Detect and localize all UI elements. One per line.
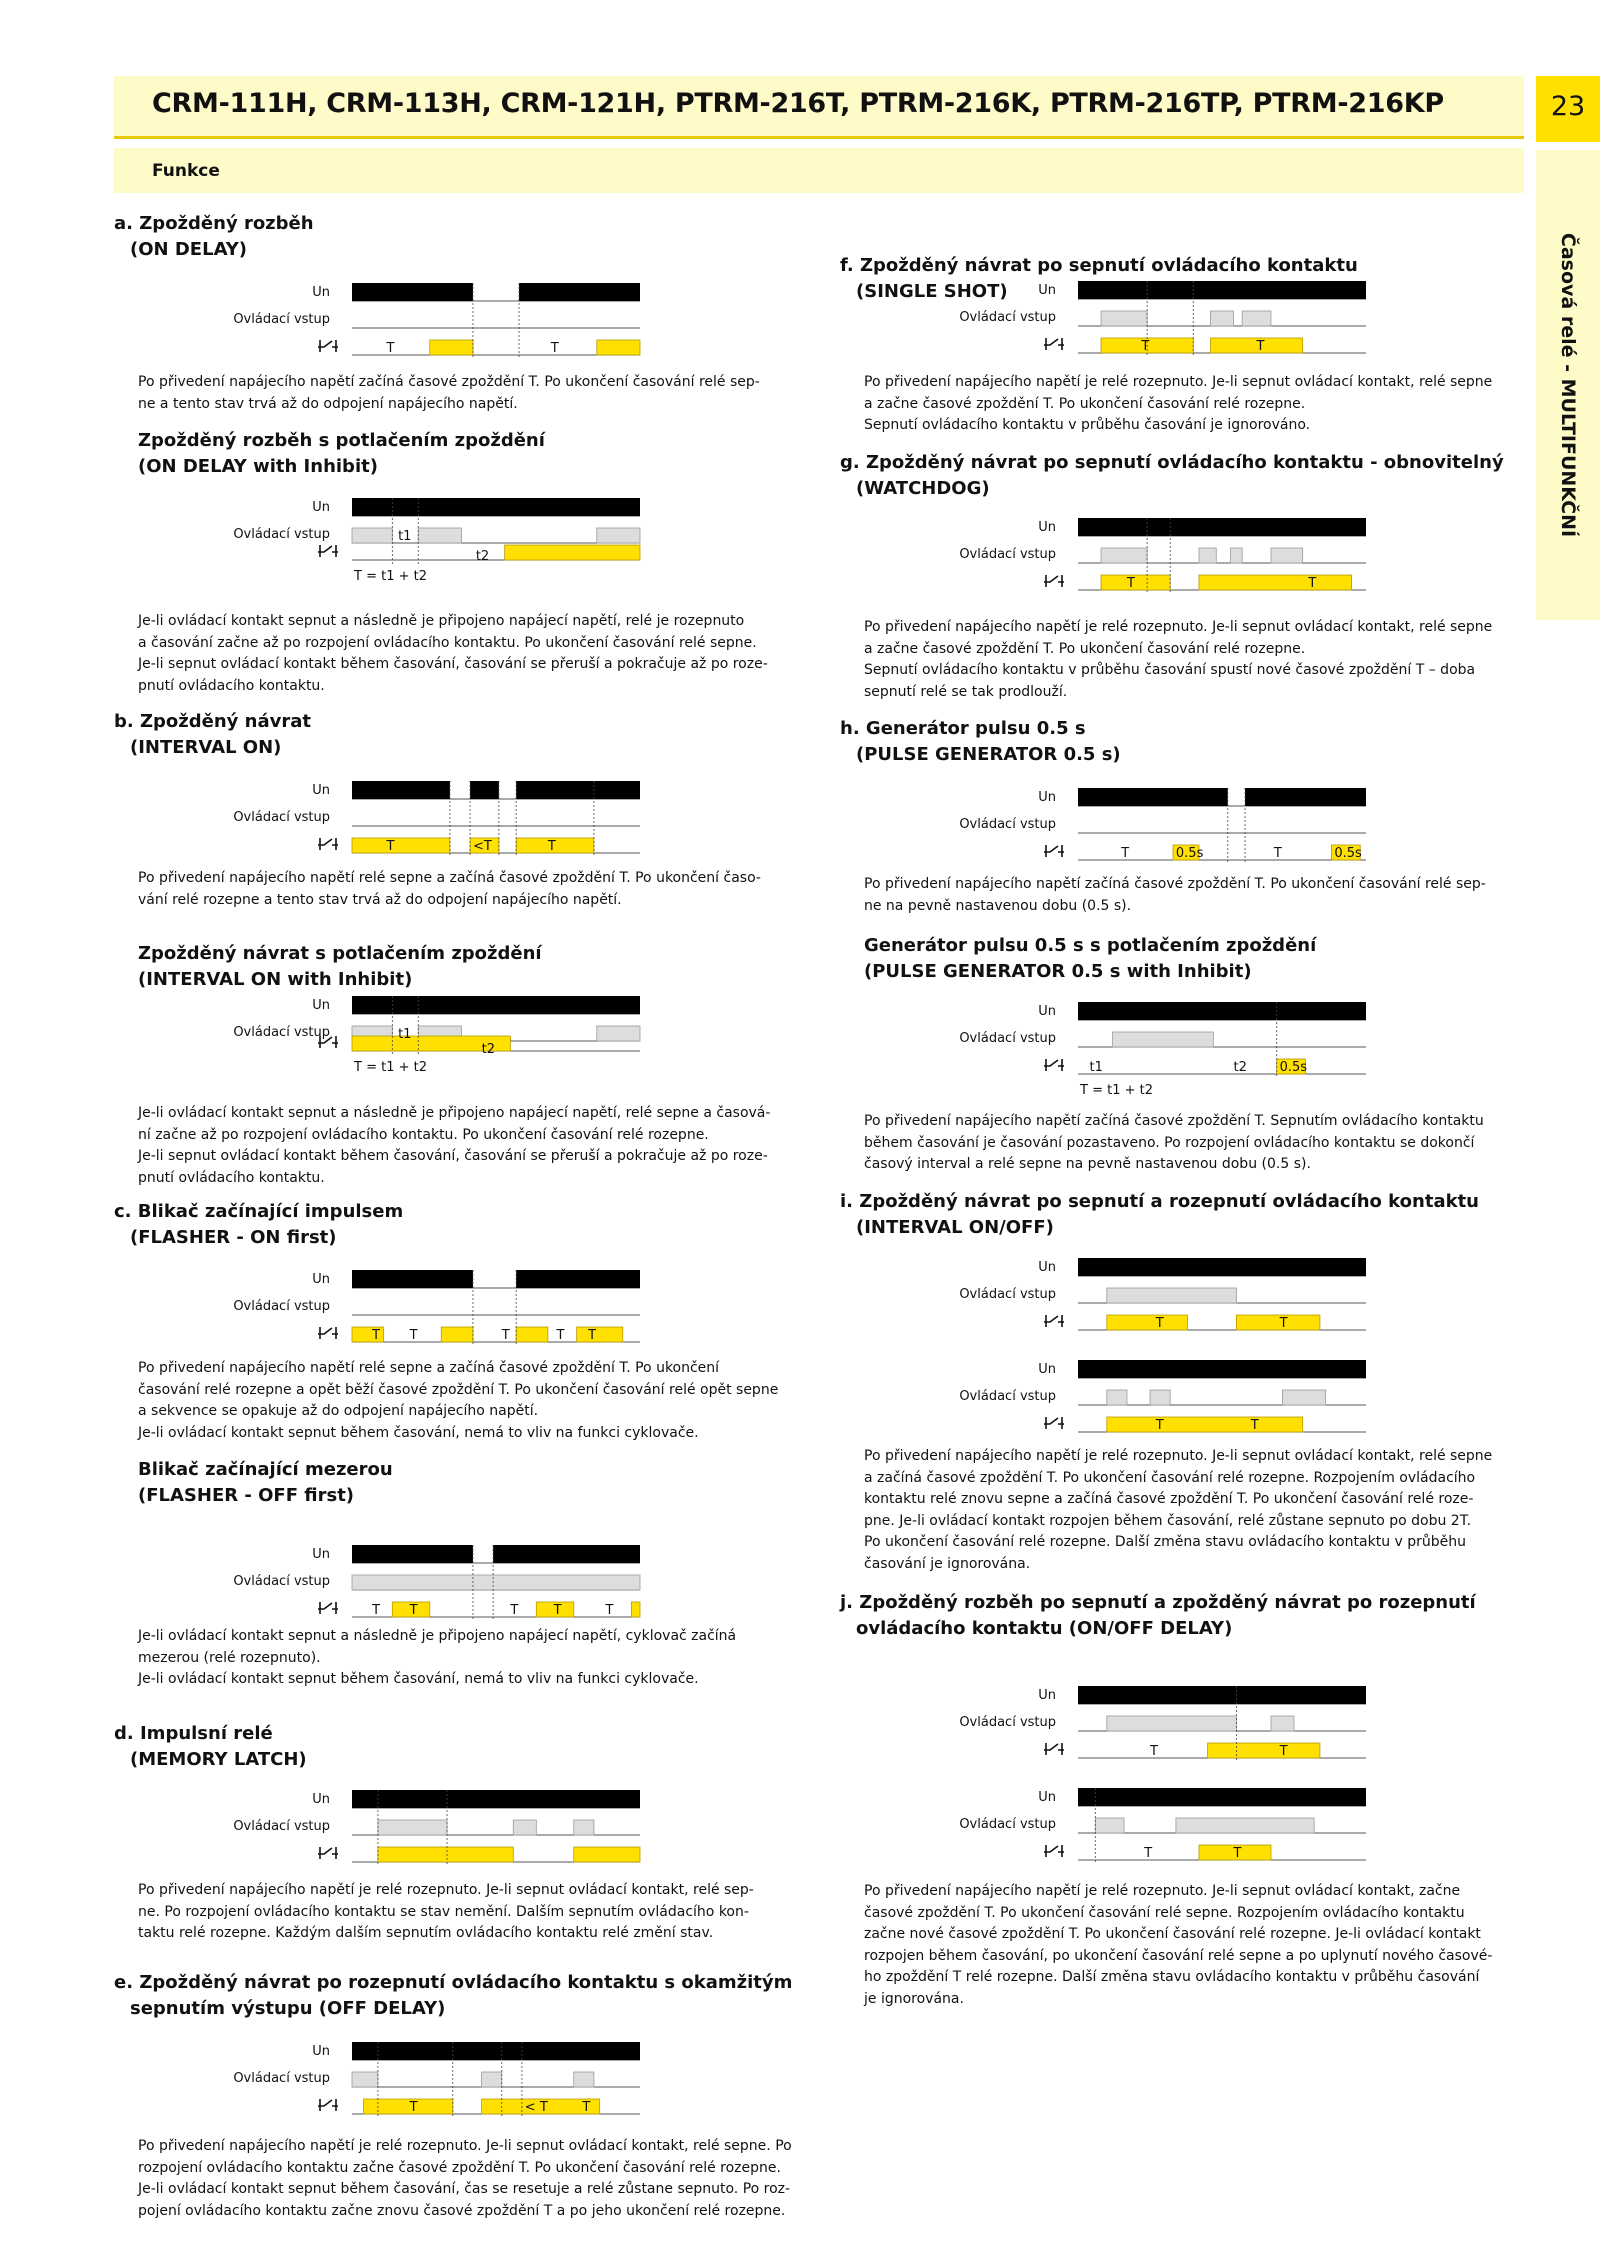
text-b: Po přivedení napájecího napětí relé sepne a začíná časové zpoždění T. Po ukončení časo- vání relé rozepne a tento stav trvá až do odpojení napájecího napětí.	[138, 870, 761, 908]
relay-contact-icon	[318, 340, 338, 352]
input-pulse	[1107, 1390, 1127, 1405]
label-un: Un	[312, 500, 330, 515]
text-c2: Je-li ovládací kontakt sepnut a následně je připojeno napájecí napětí, cyklovač začíná mezerou (relé rozepnuto). Je-li ovládací kontakt sepnut během časování, nemá to vliv na funkci cyklovače.	[138, 1628, 737, 1687]
timing-diagram-i2	[876, 1352, 1376, 1432]
relay-contact-icon	[1044, 1743, 1064, 1755]
time-label: 0.5s	[1334, 846, 1362, 861]
label-input: Ovládací vstup	[233, 1574, 330, 1589]
label-un: Un	[1038, 1260, 1056, 1275]
timing-diagram-b2	[150, 988, 650, 1088]
subheading-b: (INTERVAL ON)	[130, 737, 282, 758]
relay-contact-icon	[318, 838, 338, 850]
input-pulse	[1231, 548, 1243, 563]
timing-diagram-a2	[150, 490, 650, 590]
heading-j: j. Zpožděný rozběh po sepnutí a zpožděný návrat po rozepnutí	[840, 1592, 1476, 1613]
time-label: T	[409, 1603, 418, 1618]
text-d: Po přivedení napájecího napětí je relé rozepnuto. Je-li sepnut ovládací kontakt, relé sep- ne. Po rozpojení ovládacího kontaktu se stav nemění. Dalším sepnutím ovládacího kon- taktu relé rozepne. Každým dalším sepnutím ovládacího kontaktu relé změní stav.	[138, 1882, 754, 1941]
relay-pulse	[430, 340, 473, 355]
subheading-e: sepnutím výstupu (OFF DELAY)	[130, 1998, 446, 2019]
subheading-a: (ON DELAY)	[130, 239, 248, 260]
power-pulse	[1245, 788, 1366, 806]
time-label: T	[550, 341, 559, 356]
time-label: T	[372, 1328, 381, 1343]
subheading-a2: (ON DELAY with Inhibit)	[138, 456, 378, 477]
relay-contact-icon	[318, 2099, 338, 2111]
input-pulse	[1107, 1716, 1237, 1731]
subheading-d: (MEMORY LATCH)	[130, 1749, 307, 1770]
input-pulse	[378, 1820, 447, 1835]
heading-c2: Blikač začínající mezerou	[138, 1459, 393, 1480]
label-input: Ovládací vstup	[959, 310, 1056, 325]
power-pulse	[1078, 518, 1366, 536]
input-pulse	[1242, 311, 1271, 326]
label-un: Un	[1038, 520, 1056, 535]
text-f: Po přivedení napájecího napětí je relé rozepnuto. Je-li sepnut ovládací kontakt, relé sepne a začne časové zpoždění T. Po ukončení časování relé rozepne. Sepnutí ovládacího kontaktu v průběhu časování je ignorováno.	[864, 374, 1493, 433]
text-h2: Po přivedení napájecího napětí začíná časové zpoždění T. Sepnutím ovládacího kontaktu během časování je časování pozastaveno. Po rozpojení ovládacího kontaktu se dokončí časový interval a relé sepne na pevně nastavenou dobu (0.5 s).	[864, 1113, 1484, 1172]
power-pulse	[1078, 1686, 1366, 1704]
label-un: Un	[1038, 1362, 1056, 1377]
input-pulse	[1199, 548, 1216, 563]
formula-label: T = t1 + t2	[354, 1060, 427, 1075]
relay-pulse	[1107, 1315, 1188, 1330]
label-input: Ovládací vstup	[233, 2071, 330, 2086]
timing-diagram-a	[150, 275, 650, 355]
label-input: Ovládací vstup	[959, 1031, 1056, 1046]
heading-h2: Generátor pulsu 0.5 s s potlačením zpoždění	[864, 935, 1317, 956]
time-label: T	[1141, 339, 1150, 354]
timing-diagram-d	[150, 1782, 650, 1862]
heading-a2: Zpožděný rozběh s potlačením zpoždění	[138, 430, 545, 451]
relay-contact-icon	[1044, 1417, 1064, 1429]
label-input: Ovládací vstup	[233, 1819, 330, 1834]
input-pulse	[1107, 1288, 1237, 1303]
text-h: Po přivedení napájecího napětí začíná časové zpoždění T. Po ukončení časování relé sep- ne na pevně nastavenou dobu (0.5 s).	[864, 876, 1486, 914]
input-pulse	[1271, 548, 1303, 563]
subheading-g: (WATCHDOG)	[856, 478, 990, 499]
heading-b2: Zpožděný návrat s potlačením zpoždění	[138, 943, 542, 964]
label-un: Un	[1038, 283, 1056, 298]
time-label: t1	[1089, 1060, 1103, 1075]
label-input: Ovládací vstup	[233, 527, 330, 542]
input-pulse	[513, 1820, 536, 1835]
subheading-i: (INTERVAL ON/OFF)	[856, 1217, 1054, 1238]
input-pulse	[574, 1820, 594, 1835]
relay-pulse	[378, 1847, 513, 1862]
power-pulse	[516, 781, 640, 799]
subheading-h: (PULSE GENERATOR 0.5 s)	[856, 744, 1121, 765]
label-input: Ovládací vstup	[959, 1389, 1056, 1404]
relay-pulse	[631, 1602, 640, 1617]
time-label: t2	[481, 1042, 495, 1057]
power-pulse	[352, 1270, 473, 1288]
time-label: T	[409, 1328, 418, 1343]
time-label: t1	[398, 1027, 412, 1042]
label-input: Ovládací vstup	[959, 547, 1056, 562]
time-label: T	[510, 1603, 519, 1618]
heading-g: g. Zpožděný návrat po sepnutí ovládacího kontaktu - obnovitelný	[840, 452, 1504, 473]
label-input: Ovládací vstup	[959, 1287, 1056, 1302]
time-label: 0.5s	[1279, 1060, 1308, 1075]
power-pulse	[352, 498, 640, 516]
side-tab-label: Časová relé - MULTIFUNKČNÍ	[1557, 232, 1579, 538]
label-un: Un	[312, 1547, 330, 1562]
power-pulse	[1078, 788, 1228, 806]
relay-contact-icon	[1044, 1059, 1064, 1071]
label-un: Un	[312, 2044, 330, 2059]
power-pulse	[352, 283, 473, 301]
power-pulse	[516, 1270, 640, 1288]
relay-contact-icon	[318, 1602, 338, 1614]
timing-diagram-j2	[876, 1780, 1376, 1860]
input-pulse	[1101, 548, 1147, 563]
input-pulse	[482, 2072, 502, 2087]
input-pulse	[1271, 1716, 1294, 1731]
relay-pulse	[574, 1847, 640, 1862]
time-label: T	[1279, 1316, 1288, 1331]
power-pulse	[352, 781, 450, 799]
timing-diagram-c	[150, 1262, 650, 1342]
timing-diagram-h	[876, 780, 1376, 860]
heading-i: i. Zpožděný návrat po sepnutí a rozepnutí ovládacího kontaktu	[840, 1191, 1479, 1212]
power-pulse	[1078, 1360, 1366, 1378]
time-label: T	[1126, 576, 1135, 591]
time-label: 0.5s	[1175, 846, 1204, 861]
relay-contact-icon	[318, 1327, 338, 1339]
relay-pulse	[1236, 1315, 1320, 1330]
input-pulse	[352, 528, 392, 543]
relay-contact-icon	[318, 1847, 338, 1859]
power-pulse	[470, 781, 499, 799]
label-un: Un	[312, 1792, 330, 1807]
input-pulse	[418, 528, 461, 543]
relay-contact-icon	[1044, 338, 1064, 350]
time-label: T	[1308, 576, 1317, 591]
label-un: Un	[1038, 1004, 1056, 1019]
header-underline	[114, 136, 1524, 139]
time-label: T	[1279, 1744, 1288, 1759]
relay-contact-icon	[1044, 1845, 1064, 1857]
label-un: Un	[312, 285, 330, 300]
time-label: T	[386, 839, 395, 854]
label-un: Un	[1038, 790, 1056, 805]
timing-diagram-e	[150, 2034, 650, 2114]
time-label: t2	[1233, 1060, 1247, 1075]
page-number: 23	[1550, 91, 1586, 122]
power-pulse	[493, 1545, 640, 1563]
time-label: T	[1155, 1316, 1164, 1331]
time-label: T	[386, 341, 395, 356]
time-label: T	[1144, 1846, 1153, 1861]
power-pulse	[1078, 1002, 1366, 1020]
subheading-h2: (PULSE GENERATOR 0.5 s with Inhibit)	[864, 961, 1252, 982]
label-un: Un	[1038, 1688, 1056, 1703]
page-title: CRM-111H, CRM-113H, CRM-121H, PTRM-216T, PTRM-216K, PTRM-216TP, PTRM-216KP	[152, 88, 1444, 119]
time-label: T	[553, 1603, 562, 1618]
relay-pulse	[1101, 575, 1170, 590]
input-pulse	[1095, 1818, 1124, 1833]
label-un: Un	[1038, 1790, 1056, 1805]
subheading-f: (SINGLE SHOT)	[856, 281, 1008, 302]
heading-d: d. Impulsní relé	[114, 1723, 273, 1744]
subheading-b2: (INTERVAL ON with Inhibit)	[138, 969, 413, 990]
input-pulse	[1176, 1818, 1314, 1833]
text-b2: Je-li ovládací kontakt sepnut a následně je připojeno napájecí napětí, relé sepne a časová- ní začne až po rozpojení ovládacího kontaktu. Po ukončení časování relé rozepne. Je-li sepnut ovládací kontakt během časování, časování se přeruší a pokračuje až po roze- pnutí ovládacího kontaktu.	[138, 1105, 771, 1186]
heading-f: f. Zpožděný návrat po sepnutí ovládacího kontaktu	[840, 255, 1358, 276]
time-label: T	[1250, 1418, 1259, 1433]
power-pulse	[352, 1545, 473, 1563]
relay-pulse	[577, 1327, 623, 1342]
subheading-c: (FLASHER - ON first)	[130, 1227, 337, 1248]
text-e: Po přivedení napájecího napětí je relé rozepnuto. Je-li sepnut ovládací kontakt, relé sepne. Po rozpojení ovládacího kontaktu začne časové zpoždění T. Po ukončení časování relé rozepne. Je-li ovládací kontakt sepnut během časování, čas se resetuje a relé zůstane sepnuto. Po roz- pojení ovládacího kontaktu začne znovu časové zpoždění T a po jeho ukončení relé rozepne.	[138, 2138, 792, 2219]
relay-pulse	[516, 1327, 548, 1342]
power-pulse	[1078, 1258, 1366, 1276]
subheading-c2: (FLASHER - OFF first)	[138, 1485, 355, 1506]
input-pulse	[597, 528, 640, 543]
label-un: Un	[312, 998, 330, 1013]
label-input: Ovládací vstup	[233, 1025, 330, 1040]
text-g: Po přivedení napájecího napětí je relé rozepnuto. Je-li sepnut ovládací kontakt, relé sepne a začne časové zpoždění T. Po ukončení časování relé rozepne. Sepnutí ovládacího kontaktu v průběhu časování spustí nové časové zpoždění T – doba sepnutí relé se tak prodlouží.	[864, 619, 1493, 700]
section-bar	[114, 148, 1524, 193]
relay-pulse	[505, 545, 640, 560]
relay-pulse	[1107, 1417, 1303, 1432]
input-pulse	[352, 1575, 640, 1590]
heading-e: e. Zpožděný návrat po rozepnutí ovládacího kontaktu s okamžitým	[114, 1972, 793, 1993]
power-pulse	[352, 2042, 640, 2060]
time-label: T	[605, 1603, 614, 1618]
timing-diagram-b	[150, 773, 650, 853]
input-trace	[352, 306, 353, 324]
text-c: Po přivedení napájecího napětí relé sepne a začíná časové zpoždění T. Po ukončení časování relé rozepne a opět běží časové zpoždění T. Po ukončení časování relé opět sepne a sekvence se opakuje až do odpojení napájecího napětí. Je-li ovládací kontakt sepnut během časování, nemá to vliv na funkci cyklovače.	[138, 1360, 779, 1441]
time-label: T	[372, 1603, 381, 1618]
section-title: Funkce	[152, 161, 220, 181]
time-label: T	[556, 1328, 565, 1343]
input-pulse	[1210, 311, 1233, 326]
time-label: T	[1150, 1744, 1158, 1759]
time-label: T	[501, 1328, 510, 1343]
power-pulse	[519, 283, 640, 301]
label-un: Un	[312, 783, 330, 798]
label-input: Ovládací vstup	[959, 817, 1056, 832]
heading-b: b. Zpožděný návrat	[114, 711, 311, 732]
time-label: T	[547, 839, 556, 854]
label-un: Un	[312, 1272, 330, 1287]
time-label: < T	[524, 2100, 548, 2115]
text-j: Po přivedení napájecího napětí je relé rozepnuto. Je-li sepnut ovládací kontakt, začne časové zpoždění T. Po ukončení časování relé sepne. Rozpojením ovládacího kontaktu začne nové časové zpoždění T. Po ukončení časování relé rozepne. Je-li ovládací kontakt rozpojen během časování, po ukončení časování relé sepne a po uplynutí nového časové- ho zpoždění T relé rozepne. Další změna stavu ovládacího kontaktu v průběhu časování je ignorována.	[864, 1883, 1493, 2007]
label-input: Ovládací vstup	[233, 312, 330, 327]
relay-contact-icon	[1044, 845, 1064, 857]
time-label: T	[409, 2100, 418, 2115]
relay-pulse	[1208, 1743, 1320, 1758]
power-pulse	[352, 996, 640, 1014]
time-label: T	[1273, 846, 1282, 861]
text-a: Po přivedení napájecího napětí začíná časové zpoždění T. Po ukončení časování relé sep- ne a tento stav trvá až do odpojení napájecího napětí.	[138, 374, 760, 412]
label-input: Ovládací vstup	[233, 1299, 330, 1314]
timing-diagram-j1	[876, 1678, 1376, 1758]
time-label: t2	[475, 549, 490, 564]
time-label: T	[1155, 1418, 1164, 1433]
text-a2: Je-li ovládací kontakt sepnut a následně je připojeno napájecí napětí, relé je rozepnuto a časování začne až po rozpojení ovládacího kontaktu. Po ukončení časování relé sepne. Je-li sepnut ovládací kontakt během časování, časování se přeruší a pokračuje až po roze- pnutí ovládacího kontaktu.	[138, 613, 768, 694]
relay-pulse	[597, 340, 640, 355]
power-pulse	[352, 1790, 640, 1808]
timing-diagram-h2	[876, 994, 1376, 1098]
heading-a: a. Zpožděný rozběh	[114, 213, 314, 234]
relay-contact-icon	[318, 545, 338, 557]
heading-h: h. Generátor pulsu 0.5 s	[840, 718, 1086, 739]
power-pulse	[1078, 1788, 1366, 1806]
timing-diagram-c2	[150, 1537, 650, 1617]
relay-pulse	[352, 838, 450, 853]
input-pulse	[1113, 1032, 1214, 1047]
timing-diagram-g	[876, 510, 1376, 590]
timing-diagram-f	[876, 273, 1376, 353]
relay-pulse	[364, 2099, 453, 2114]
relay-contact-icon	[1044, 575, 1064, 587]
time-label: T	[1233, 1846, 1242, 1861]
relay-pulse	[1199, 575, 1352, 590]
time-label: T	[582, 2100, 591, 2115]
heading-c: c. Blikač začínající impulsem	[114, 1201, 404, 1222]
input-pulse	[1101, 311, 1147, 326]
label-input: Ovládací vstup	[959, 1817, 1056, 1832]
formula-label: T = t1 + t2	[354, 569, 427, 584]
input-pulse	[1282, 1390, 1325, 1405]
timing-diagram-i1	[876, 1250, 1376, 1330]
formula-label: T = t1 + t2	[1080, 1083, 1153, 1098]
time-label: t1	[398, 529, 412, 544]
label-input: Ovládací vstup	[233, 810, 330, 825]
time-label: T	[1121, 846, 1130, 861]
time-label: <T	[472, 839, 492, 854]
input-pulse	[574, 2072, 594, 2087]
input-pulse	[1150, 1390, 1170, 1405]
text-i: Po přivedení napájecího napětí je relé rozepnuto. Je-li sepnut ovládací kontakt, relé sepne a začíná časové zpoždění T. Po ukončení časování relé rozepne. Rozpojením ovládacího kontaktu relé znovu sepne a začíná časové zpoždění T. Po ukončení časování relé roze- pne. Je-li ovládací kontakt rozpojen během časování, relé zůstane sepnuto po dobu 2T. Po ukončení časování relé rozepne. Další změna stavu ovládacího kontaktu v průběhu časování je ignorována.	[864, 1448, 1493, 1572]
time-label: T	[588, 1328, 597, 1343]
time-label: T	[1256, 339, 1265, 354]
label-input: Ovládací vstup	[959, 1715, 1056, 1730]
subheading-j: ovládacího kontaktu (ON/OFF DELAY)	[856, 1618, 1233, 1639]
relay-pulse	[441, 1327, 473, 1342]
input-pulse	[352, 2072, 378, 2087]
relay-contact-icon	[1044, 1315, 1064, 1327]
power-pulse	[1078, 281, 1366, 299]
input-pulse	[597, 1026, 640, 1041]
